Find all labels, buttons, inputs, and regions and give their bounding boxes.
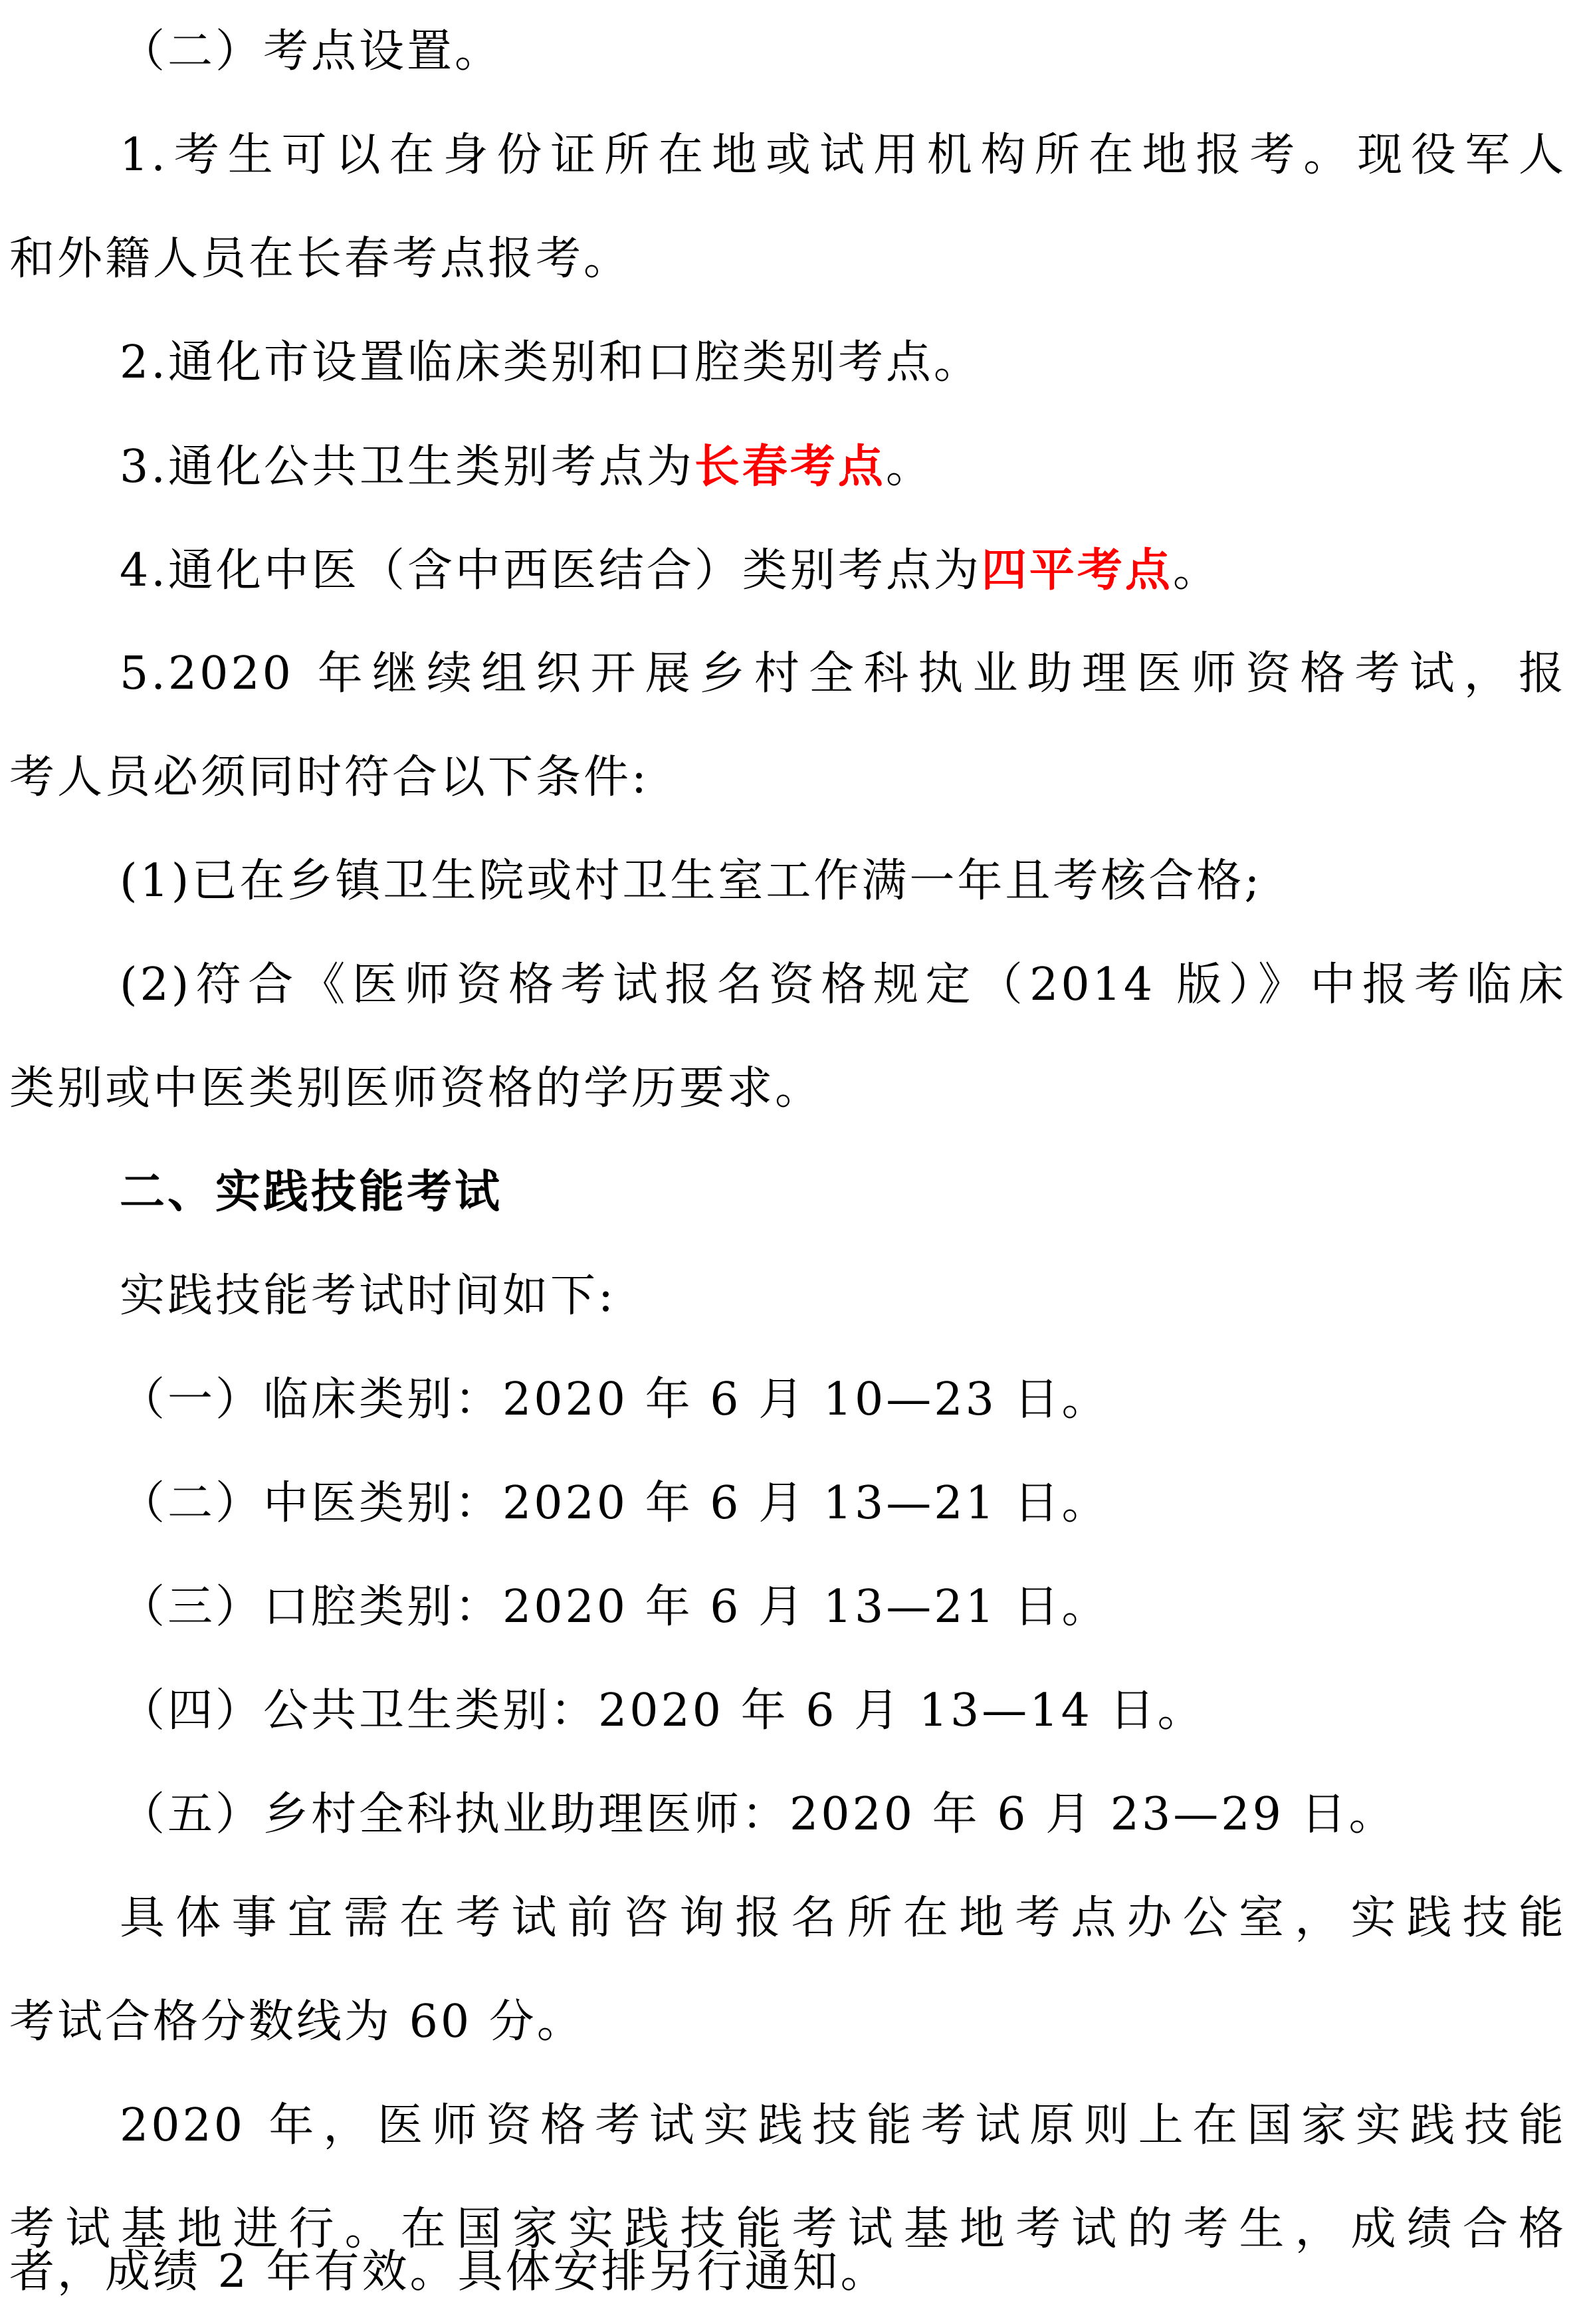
paragraph-line <box>0 1867 1577 1970</box>
paragraph-line <box>0 1244 1577 1348</box>
paragraph-line <box>0 415 1577 519</box>
paragraph-line <box>0 1970 1577 2074</box>
text: 3.通化公共卫生类别考点为 <box>120 441 694 493</box>
text: 考人员必须同时符合以下条件: <box>9 751 649 804</box>
text: 二、实践技能考试 <box>120 1166 503 1219</box>
subsection-title-exam-sites <box>0 0 1577 104</box>
text: 2.通化市设置临床类别和口腔类别考点。 <box>120 336 982 389</box>
paragraph-line <box>0 933 1577 1037</box>
paragraph-line <box>0 311 1577 415</box>
schedule-item <box>0 1556 1577 1659</box>
text: （二）中医类别：2020 年 6 月 13—21 日。 <box>120 1477 1110 1530</box>
text: 2020 年，医师资格考试实践技能考试原则上在国家实践技能 <box>120 2099 1566 2152</box>
paragraph-line <box>0 622 1577 726</box>
text: 4.通化中医（含中西医结合）类别考点为 <box>120 544 982 597</box>
text: （二）考点设置。 <box>120 25 503 78</box>
highlight-changchun-site: 长春考点 <box>694 440 886 493</box>
highlight-siping-site: 四平考点 <box>981 544 1173 597</box>
schedule-item <box>0 1659 1577 1763</box>
text: (1)已在乡镇卫生院或村卫生室工作满一年且考核合格; <box>120 855 1263 907</box>
paragraph-line <box>0 104 1577 207</box>
text: (2)符合《医师资格考试报名资格规定（2014 版）》中报考临床 <box>120 959 1566 1011</box>
text: 具体事宜需在考试前咨询报名所在地考点办公室，实践技能 <box>120 1892 1566 1944</box>
text: 。 <box>885 441 934 493</box>
text: 。 <box>1172 544 1221 597</box>
text: （四）公共卫生类别：2020 年 6 月 13—14 日。 <box>120 1685 1206 1737</box>
text: 考试合格分数线为 60 分。 <box>9 1996 585 2048</box>
text: （一）临床类别：2020 年 6 月 10—23 日。 <box>120 1373 1110 1426</box>
paragraph-line <box>0 2220 1577 2324</box>
text: 5.2020 年继续组织开展乡村全科执业助理医师资格考试，报 <box>120 647 1566 700</box>
text: （五）乡村全科执业助理医师：2020 年 6 月 23—29 日。 <box>120 1788 1397 1841</box>
paragraph-line <box>0 2074 1577 2178</box>
text: 1.考生可以在身份证所在地或试用机构所在地报考。现役军人 <box>120 129 1566 181</box>
text: 类别或中医类别医师资格的学历要求。 <box>9 1062 823 1115</box>
schedule-item <box>0 1348 1577 1452</box>
text: 考试基地进行。在国家实践技能考试基地考试的考生，成绩合格 <box>9 2203 1566 2256</box>
paragraph-line <box>0 830 1577 933</box>
text: 者，成绩 2 年有效。具体安排另行通知。 <box>9 2246 889 2298</box>
paragraph-line <box>0 1037 1577 1141</box>
text: 和外籍人员在长春考点报考。 <box>9 233 632 285</box>
paragraph-line <box>0 207 1577 311</box>
paragraph-line <box>0 726 1577 830</box>
text: 实践技能考试时间如下: <box>120 1270 616 1322</box>
text: （三）口腔类别：2020 年 6 月 13—21 日。 <box>120 1581 1110 1633</box>
schedule-item <box>0 1452 1577 1556</box>
section-heading-practical-exam <box>0 1141 1577 1244</box>
paragraph-line <box>0 519 1577 622</box>
schedule-item <box>0 1763 1577 1867</box>
